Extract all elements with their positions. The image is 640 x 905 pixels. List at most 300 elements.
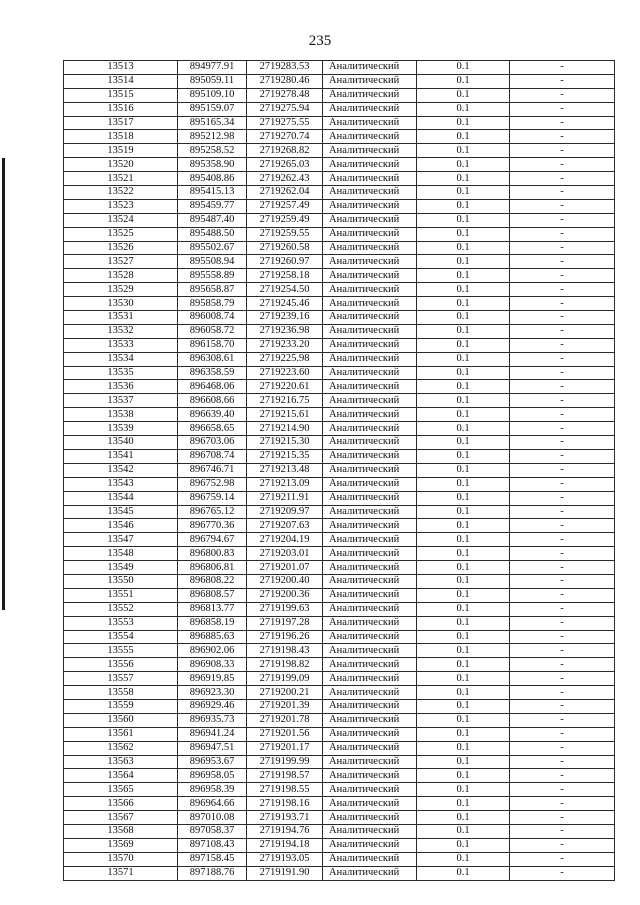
table-row <box>64 533 615 547</box>
x-coordinate-cell: 896703.06 <box>178 436 247 450</box>
y-coordinate-cell: 2719260.97 <box>247 255 323 269</box>
point-number-cell: 13516 <box>64 102 178 116</box>
accuracy-cell: 0.1 <box>417 297 510 311</box>
note-cell: - <box>510 269 615 283</box>
note-cell: - <box>510 199 615 213</box>
table-row <box>64 519 615 533</box>
y-coordinate-cell: 2719197.28 <box>247 616 323 630</box>
x-coordinate-cell: 896358.59 <box>178 366 247 380</box>
x-coordinate-cell: 896958.39 <box>178 783 247 797</box>
method-cell: Аналитический <box>323 533 417 547</box>
point-number-cell: 13535 <box>64 366 178 380</box>
note-cell: - <box>510 352 615 366</box>
point-number-cell: 13522 <box>64 186 178 200</box>
table-row <box>64 436 615 450</box>
method-cell: Аналитический <box>323 602 417 616</box>
x-coordinate-cell: 897158.45 <box>178 852 247 866</box>
x-coordinate-cell: 895459.77 <box>178 199 247 213</box>
table-row <box>64 616 615 630</box>
note-cell: - <box>510 463 615 477</box>
point-number-cell: 13534 <box>64 352 178 366</box>
accuracy-cell: 0.1 <box>417 352 510 366</box>
table-row <box>64 144 615 158</box>
note-cell: - <box>510 519 615 533</box>
accuracy-cell: 0.1 <box>417 436 510 450</box>
method-cell: Аналитический <box>323 130 417 144</box>
method-cell: Аналитический <box>323 574 417 588</box>
method-cell: Аналитический <box>323 491 417 505</box>
accuracy-cell: 0.1 <box>417 658 510 672</box>
point-number-cell: 13564 <box>64 769 178 783</box>
point-number-cell: 13547 <box>64 533 178 547</box>
point-number-cell: 13553 <box>64 616 178 630</box>
x-coordinate-cell: 896008.74 <box>178 311 247 325</box>
point-number-cell: 13571 <box>64 866 178 880</box>
point-number-cell: 13551 <box>64 588 178 602</box>
accuracy-cell: 0.1 <box>417 255 510 269</box>
table-row <box>64 727 615 741</box>
method-cell: Аналитический <box>323 366 417 380</box>
y-coordinate-cell: 2719214.90 <box>247 422 323 436</box>
note-cell: - <box>510 630 615 644</box>
x-coordinate-cell: 896770.36 <box>178 519 247 533</box>
point-number-cell: 13525 <box>64 227 178 241</box>
x-coordinate-cell: 896919.85 <box>178 672 247 686</box>
point-number-cell: 13548 <box>64 547 178 561</box>
note-cell: - <box>510 797 615 811</box>
x-coordinate-cell: 896158.70 <box>178 338 247 352</box>
accuracy-cell: 0.1 <box>417 852 510 866</box>
point-number-cell: 13545 <box>64 505 178 519</box>
method-cell: Аналитический <box>323 283 417 297</box>
y-coordinate-cell: 2719270.74 <box>247 130 323 144</box>
method-cell: Аналитический <box>323 74 417 88</box>
accuracy-cell: 0.1 <box>417 172 510 186</box>
y-coordinate-cell: 2719198.55 <box>247 783 323 797</box>
table-row <box>64 102 615 116</box>
y-coordinate-cell: 2719198.57 <box>247 769 323 783</box>
y-coordinate-cell: 2719213.09 <box>247 477 323 491</box>
accuracy-cell: 0.1 <box>417 561 510 575</box>
method-cell: Аналитический <box>323 672 417 686</box>
method-cell: Аналитический <box>323 769 417 783</box>
method-cell: Аналитический <box>323 241 417 255</box>
method-cell: Аналитический <box>323 88 417 102</box>
y-coordinate-cell: 2719268.82 <box>247 144 323 158</box>
table-row <box>64 699 615 713</box>
y-coordinate-cell: 2719194.18 <box>247 838 323 852</box>
note-cell: - <box>510 158 615 172</box>
note-cell: - <box>510 338 615 352</box>
point-number-cell: 13537 <box>64 394 178 408</box>
accuracy-cell: 0.1 <box>417 422 510 436</box>
note-cell: - <box>510 449 615 463</box>
method-cell: Аналитический <box>323 797 417 811</box>
coordinates-table-body <box>64 61 615 881</box>
y-coordinate-cell: 2719278.48 <box>247 88 323 102</box>
table-row <box>64 213 615 227</box>
y-coordinate-cell: 2719213.48 <box>247 463 323 477</box>
table-row <box>64 505 615 519</box>
y-coordinate-cell: 2719198.82 <box>247 658 323 672</box>
point-number-cell: 13514 <box>64 74 178 88</box>
accuracy-cell: 0.1 <box>417 672 510 686</box>
y-coordinate-cell: 2719200.40 <box>247 574 323 588</box>
note-cell: - <box>510 783 615 797</box>
y-coordinate-cell: 2719209.97 <box>247 505 323 519</box>
accuracy-cell: 0.1 <box>417 186 510 200</box>
accuracy-cell: 0.1 <box>417 463 510 477</box>
point-number-cell: 13549 <box>64 561 178 575</box>
note-cell: - <box>510 838 615 852</box>
note-cell: - <box>510 213 615 227</box>
accuracy-cell: 0.1 <box>417 408 510 422</box>
note-cell: - <box>510 727 615 741</box>
point-number-cell: 13539 <box>64 422 178 436</box>
accuracy-cell: 0.1 <box>417 227 510 241</box>
accuracy-cell: 0.1 <box>417 644 510 658</box>
note-cell: - <box>510 324 615 338</box>
point-number-cell: 13555 <box>64 644 178 658</box>
y-coordinate-cell: 2719207.63 <box>247 519 323 533</box>
x-coordinate-cell: 896902.06 <box>178 644 247 658</box>
y-coordinate-cell: 2719220.61 <box>247 380 323 394</box>
table-row <box>64 130 615 144</box>
method-cell: Аналитический <box>323 199 417 213</box>
note-cell: - <box>510 144 615 158</box>
method-cell: Аналитический <box>323 713 417 727</box>
page-number: 235 <box>308 33 332 49</box>
accuracy-cell: 0.1 <box>417 380 510 394</box>
note-cell: - <box>510 436 615 450</box>
point-number-cell: 13513 <box>64 61 178 75</box>
method-cell: Аналитический <box>323 505 417 519</box>
method-cell: Аналитический <box>323 630 417 644</box>
note-cell: - <box>510 61 615 75</box>
method-cell: Аналитический <box>323 172 417 186</box>
method-cell: Аналитический <box>323 811 417 825</box>
x-coordinate-cell: 896708.74 <box>178 449 247 463</box>
x-coordinate-cell: 896800.83 <box>178 547 247 561</box>
note-cell: - <box>510 588 615 602</box>
table-row <box>64 74 615 88</box>
table-row <box>64 311 615 325</box>
x-coordinate-cell: 894977.91 <box>178 61 247 75</box>
method-cell: Аналитический <box>323 324 417 338</box>
note-cell: - <box>510 130 615 144</box>
y-coordinate-cell: 2719239.16 <box>247 311 323 325</box>
method-cell: Аналитический <box>323 838 417 852</box>
point-number-cell: 13528 <box>64 269 178 283</box>
y-coordinate-cell: 2719262.04 <box>247 186 323 200</box>
table-row <box>64 158 615 172</box>
table-row <box>64 686 615 700</box>
y-coordinate-cell: 2719200.36 <box>247 588 323 602</box>
accuracy-cell: 0.1 <box>417 824 510 838</box>
point-number-cell: 13540 <box>64 436 178 450</box>
y-coordinate-cell: 2719199.99 <box>247 755 323 769</box>
method-cell: Аналитический <box>323 616 417 630</box>
x-coordinate-cell: 896639.40 <box>178 408 247 422</box>
method-cell: Аналитический <box>323 394 417 408</box>
method-cell: Аналитический <box>323 116 417 130</box>
y-coordinate-cell: 2719223.60 <box>247 366 323 380</box>
note-cell: - <box>510 311 615 325</box>
point-number-cell: 13569 <box>64 838 178 852</box>
y-coordinate-cell: 2719259.49 <box>247 213 323 227</box>
table-row <box>64 491 615 505</box>
accuracy-cell: 0.1 <box>417 755 510 769</box>
y-coordinate-cell: 2719275.55 <box>247 116 323 130</box>
note-cell: - <box>510 699 615 713</box>
table-row <box>64 574 615 588</box>
x-coordinate-cell: 896947.51 <box>178 741 247 755</box>
accuracy-cell: 0.1 <box>417 269 510 283</box>
method-cell: Аналитический <box>323 658 417 672</box>
note-cell: - <box>510 713 615 727</box>
y-coordinate-cell: 2719275.94 <box>247 102 323 116</box>
accuracy-cell: 0.1 <box>417 533 510 547</box>
point-number-cell: 13531 <box>64 311 178 325</box>
method-cell: Аналитический <box>323 408 417 422</box>
table-row <box>64 797 615 811</box>
point-number-cell: 13542 <box>64 463 178 477</box>
y-coordinate-cell: 2719203.01 <box>247 547 323 561</box>
x-coordinate-cell: 896964.66 <box>178 797 247 811</box>
method-cell: Аналитический <box>323 255 417 269</box>
method-cell: Аналитический <box>323 144 417 158</box>
table-row <box>64 186 615 200</box>
x-coordinate-cell: 896765.12 <box>178 505 247 519</box>
point-number-cell: 13567 <box>64 811 178 825</box>
note-cell: - <box>510 422 615 436</box>
x-coordinate-cell: 896858.19 <box>178 616 247 630</box>
point-number-cell: 13538 <box>64 408 178 422</box>
table-row <box>64 547 615 561</box>
accuracy-cell: 0.1 <box>417 769 510 783</box>
method-cell: Аналитический <box>323 158 417 172</box>
note-cell: - <box>510 241 615 255</box>
table-row <box>64 449 615 463</box>
method-cell: Аналитический <box>323 186 417 200</box>
accuracy-cell: 0.1 <box>417 811 510 825</box>
accuracy-cell: 0.1 <box>417 116 510 130</box>
point-number-cell: 13526 <box>64 241 178 255</box>
table-row <box>64 116 615 130</box>
table-row <box>64 477 615 491</box>
method-cell: Аналитический <box>323 338 417 352</box>
note-cell: - <box>510 769 615 783</box>
x-coordinate-cell: 896658.65 <box>178 422 247 436</box>
y-coordinate-cell: 2719200.21 <box>247 686 323 700</box>
note-cell: - <box>510 74 615 88</box>
point-number-cell: 13543 <box>64 477 178 491</box>
method-cell: Аналитический <box>323 380 417 394</box>
x-coordinate-cell: 896806.81 <box>178 561 247 575</box>
y-coordinate-cell: 2719201.39 <box>247 699 323 713</box>
accuracy-cell: 0.1 <box>417 88 510 102</box>
x-coordinate-cell: 896808.57 <box>178 588 247 602</box>
y-coordinate-cell: 2719225.98 <box>247 352 323 366</box>
method-cell: Аналитический <box>323 783 417 797</box>
y-coordinate-cell: 2719201.07 <box>247 561 323 575</box>
table-row <box>64 338 615 352</box>
table-row <box>64 852 615 866</box>
note-cell: - <box>510 102 615 116</box>
method-cell: Аналитический <box>323 727 417 741</box>
table-row <box>64 588 615 602</box>
y-coordinate-cell: 2719196.26 <box>247 630 323 644</box>
x-coordinate-cell: 895212.98 <box>178 130 247 144</box>
point-number-cell: 13517 <box>64 116 178 130</box>
table-row <box>64 408 615 422</box>
x-coordinate-cell: 895358.90 <box>178 158 247 172</box>
x-coordinate-cell: 896813.77 <box>178 602 247 616</box>
method-cell: Аналитический <box>323 297 417 311</box>
x-coordinate-cell: 896908.33 <box>178 658 247 672</box>
method-cell: Аналитический <box>323 547 417 561</box>
note-cell: - <box>510 227 615 241</box>
table-row <box>64 172 615 186</box>
accuracy-cell: 0.1 <box>417 574 510 588</box>
note-cell: - <box>510 644 615 658</box>
method-cell: Аналитический <box>323 561 417 575</box>
x-coordinate-cell: 896794.67 <box>178 533 247 547</box>
method-cell: Аналитический <box>323 213 417 227</box>
note-cell: - <box>510 547 615 561</box>
x-coordinate-cell: 896752.98 <box>178 477 247 491</box>
x-coordinate-cell: 897188.76 <box>178 866 247 880</box>
point-number-cell: 13561 <box>64 727 178 741</box>
note-cell: - <box>510 811 615 825</box>
y-coordinate-cell: 2719257.49 <box>247 199 323 213</box>
note-cell: - <box>510 852 615 866</box>
accuracy-cell: 0.1 <box>417 144 510 158</box>
method-cell: Аналитический <box>323 269 417 283</box>
method-cell: Аналитический <box>323 824 417 838</box>
accuracy-cell: 0.1 <box>417 519 510 533</box>
point-number-cell: 13541 <box>64 449 178 463</box>
margin-binding-bar <box>2 158 5 610</box>
point-number-cell: 13556 <box>64 658 178 672</box>
table-row <box>64 324 615 338</box>
point-number-cell: 13554 <box>64 630 178 644</box>
point-number-cell: 13530 <box>64 297 178 311</box>
y-coordinate-cell: 2719216.75 <box>247 394 323 408</box>
accuracy-cell: 0.1 <box>417 130 510 144</box>
note-cell: - <box>510 408 615 422</box>
y-coordinate-cell: 2719193.05 <box>247 852 323 866</box>
accuracy-cell: 0.1 <box>417 394 510 408</box>
coordinates-table <box>63 60 615 881</box>
accuracy-cell: 0.1 <box>417 102 510 116</box>
table-row <box>64 811 615 825</box>
y-coordinate-cell: 2719258.18 <box>247 269 323 283</box>
accuracy-cell: 0.1 <box>417 491 510 505</box>
x-coordinate-cell: 897108.43 <box>178 838 247 852</box>
method-cell: Аналитический <box>323 477 417 491</box>
x-coordinate-cell: 895508.94 <box>178 255 247 269</box>
x-coordinate-cell: 896808.22 <box>178 574 247 588</box>
accuracy-cell: 0.1 <box>417 616 510 630</box>
y-coordinate-cell: 2719193.71 <box>247 811 323 825</box>
table-row <box>64 241 615 255</box>
method-cell: Аналитический <box>323 352 417 366</box>
table-row <box>64 283 615 297</box>
note-cell: - <box>510 380 615 394</box>
y-coordinate-cell: 2719259.55 <box>247 227 323 241</box>
accuracy-cell: 0.1 <box>417 741 510 755</box>
y-coordinate-cell: 2719204.19 <box>247 533 323 547</box>
point-number-cell: 13532 <box>64 324 178 338</box>
table-row <box>64 297 615 311</box>
note-cell: - <box>510 533 615 547</box>
note-cell: - <box>510 366 615 380</box>
note-cell: - <box>510 672 615 686</box>
x-coordinate-cell: 896935.73 <box>178 713 247 727</box>
y-coordinate-cell: 2719236.98 <box>247 324 323 338</box>
x-coordinate-cell: 896308.61 <box>178 352 247 366</box>
method-cell: Аналитический <box>323 463 417 477</box>
method-cell: Аналитический <box>323 686 417 700</box>
point-number-cell: 13565 <box>64 783 178 797</box>
x-coordinate-cell: 895487.40 <box>178 213 247 227</box>
note-cell: - <box>510 172 615 186</box>
y-coordinate-cell: 2719198.43 <box>247 644 323 658</box>
table-row <box>64 866 615 880</box>
point-number-cell: 13550 <box>64 574 178 588</box>
x-coordinate-cell: 895488.50 <box>178 227 247 241</box>
point-number-cell: 13557 <box>64 672 178 686</box>
point-number-cell: 13536 <box>64 380 178 394</box>
y-coordinate-cell: 2719201.17 <box>247 741 323 755</box>
note-cell: - <box>510 394 615 408</box>
accuracy-cell: 0.1 <box>417 783 510 797</box>
note-cell: - <box>510 658 615 672</box>
point-number-cell: 13559 <box>64 699 178 713</box>
accuracy-cell: 0.1 <box>417 547 510 561</box>
accuracy-cell: 0.1 <box>417 686 510 700</box>
method-cell: Аналитический <box>323 102 417 116</box>
x-coordinate-cell: 896759.14 <box>178 491 247 505</box>
x-coordinate-cell: 896929.46 <box>178 699 247 713</box>
table-row <box>64 644 615 658</box>
point-number-cell: 13515 <box>64 88 178 102</box>
accuracy-cell: 0.1 <box>417 199 510 213</box>
table-row <box>64 269 615 283</box>
x-coordinate-cell: 896885.63 <box>178 630 247 644</box>
note-cell: - <box>510 602 615 616</box>
table-row <box>64 602 615 616</box>
x-coordinate-cell: 897010.08 <box>178 811 247 825</box>
y-coordinate-cell: 2719245.46 <box>247 297 323 311</box>
note-cell: - <box>510 255 615 269</box>
y-coordinate-cell: 2719215.35 <box>247 449 323 463</box>
note-cell: - <box>510 491 615 505</box>
method-cell: Аналитический <box>323 422 417 436</box>
method-cell: Аналитический <box>323 61 417 75</box>
x-coordinate-cell: 895159.07 <box>178 102 247 116</box>
accuracy-cell: 0.1 <box>417 241 510 255</box>
accuracy-cell: 0.1 <box>417 477 510 491</box>
point-number-cell: 13544 <box>64 491 178 505</box>
method-cell: Аналитический <box>323 588 417 602</box>
y-coordinate-cell: 2719280.46 <box>247 74 323 88</box>
table-row <box>64 658 615 672</box>
method-cell: Аналитический <box>323 866 417 880</box>
note-cell: - <box>510 741 615 755</box>
note-cell: - <box>510 561 615 575</box>
